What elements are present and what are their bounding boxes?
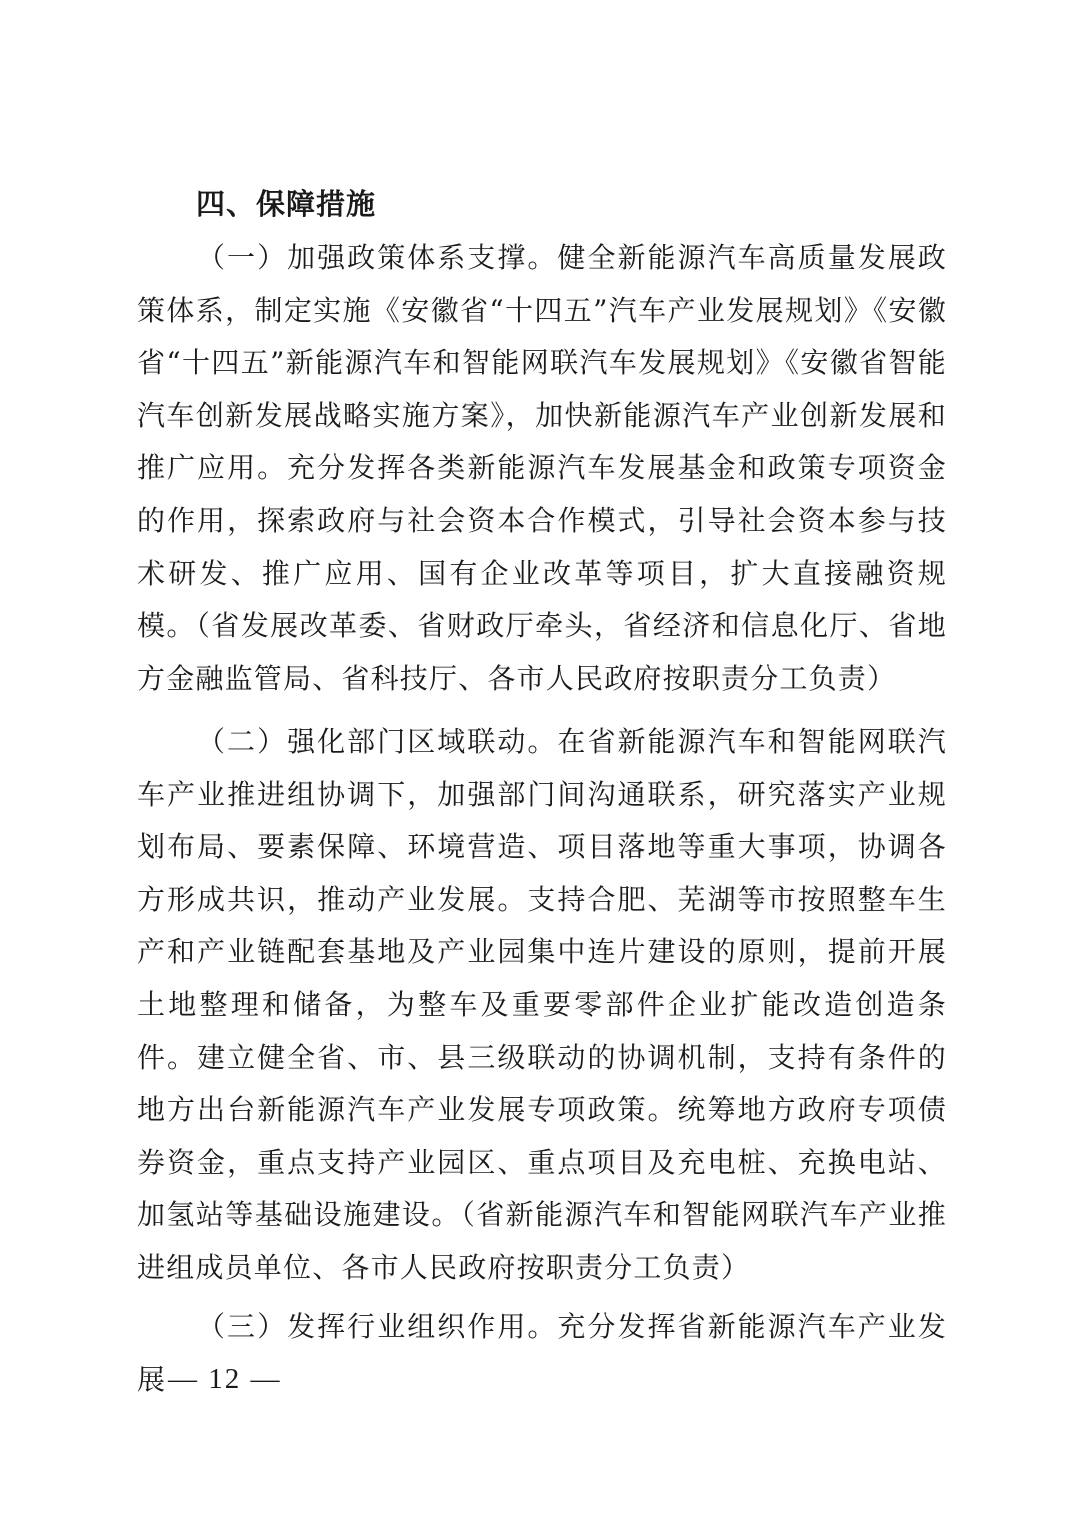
paragraph-lead: （一）加强政策体系支撑。 [197,241,558,274]
paragraph-lead: （二）强化部门区域联动。 [197,725,558,758]
paragraph-body: 充分发挥省新能源汽车产业发展 [137,1310,948,1396]
paragraph-policy-support [137,232,947,705]
paragraph-responsibility: （省发展改革委、省财政厅牵头，省经济和信息化厅、省地方金融监管局、省科技厅、各市人民政府按职责分工负责） [137,609,947,695]
paragraph-lead: （三）发挥行业组织作用。 [197,1310,558,1343]
paragraph-responsibility: （省新能源汽车和智能网联汽车产业推进组成员单位、各市人民政府按职责分工负责） [137,1198,948,1284]
paragraph-department-coordination [137,716,947,1295]
page-number: — 12 — [168,1363,282,1395]
paragraph-body: 在省新能源汽车和智能网联汽车产业推进组协调下，加强部门间沟通联系，研究落实产业规划布局、要素保障、环境营造、项目落地等重大事项，协调各方形成共识，推动产业发展。支持合肥、芜湖等市按照整车生产和产业链配套基地及产业园集中连片建设的原则，提前开展土地整理和储备，为整车及重要零部件企业扩能改造创造条件。建立健全省、市、县三级联动的协调机制，支持有条件的地方出台新能源汽车产业发展专项政策。统筹地方政府专项债券资金，重点支持产业园区、重点项目及充电桩、充换电站、加氢站等基础设施建设。 [137,725,948,1232]
section-heading: 四、保障措施 [196,187,377,221]
paragraph-body: 健全新能源汽车高质量发展政策体系，制定实施《安徽省“十四五”汽车产业发展规划》《安徽省“十四五”新能源汽车和智能网联汽车发展规划》《安徽省智能汽车创新发展战略实施方案》，加快新能源汽车产业创新发展和推广应用。充分发挥各类新能源汽车发展基金和政策专项资金的作用，探索政府与社会资本合作模式，引导社会资本参与技术研发、推广应用、国有企业改革等项目，扩大直接融资规模。 [137,241,948,643]
